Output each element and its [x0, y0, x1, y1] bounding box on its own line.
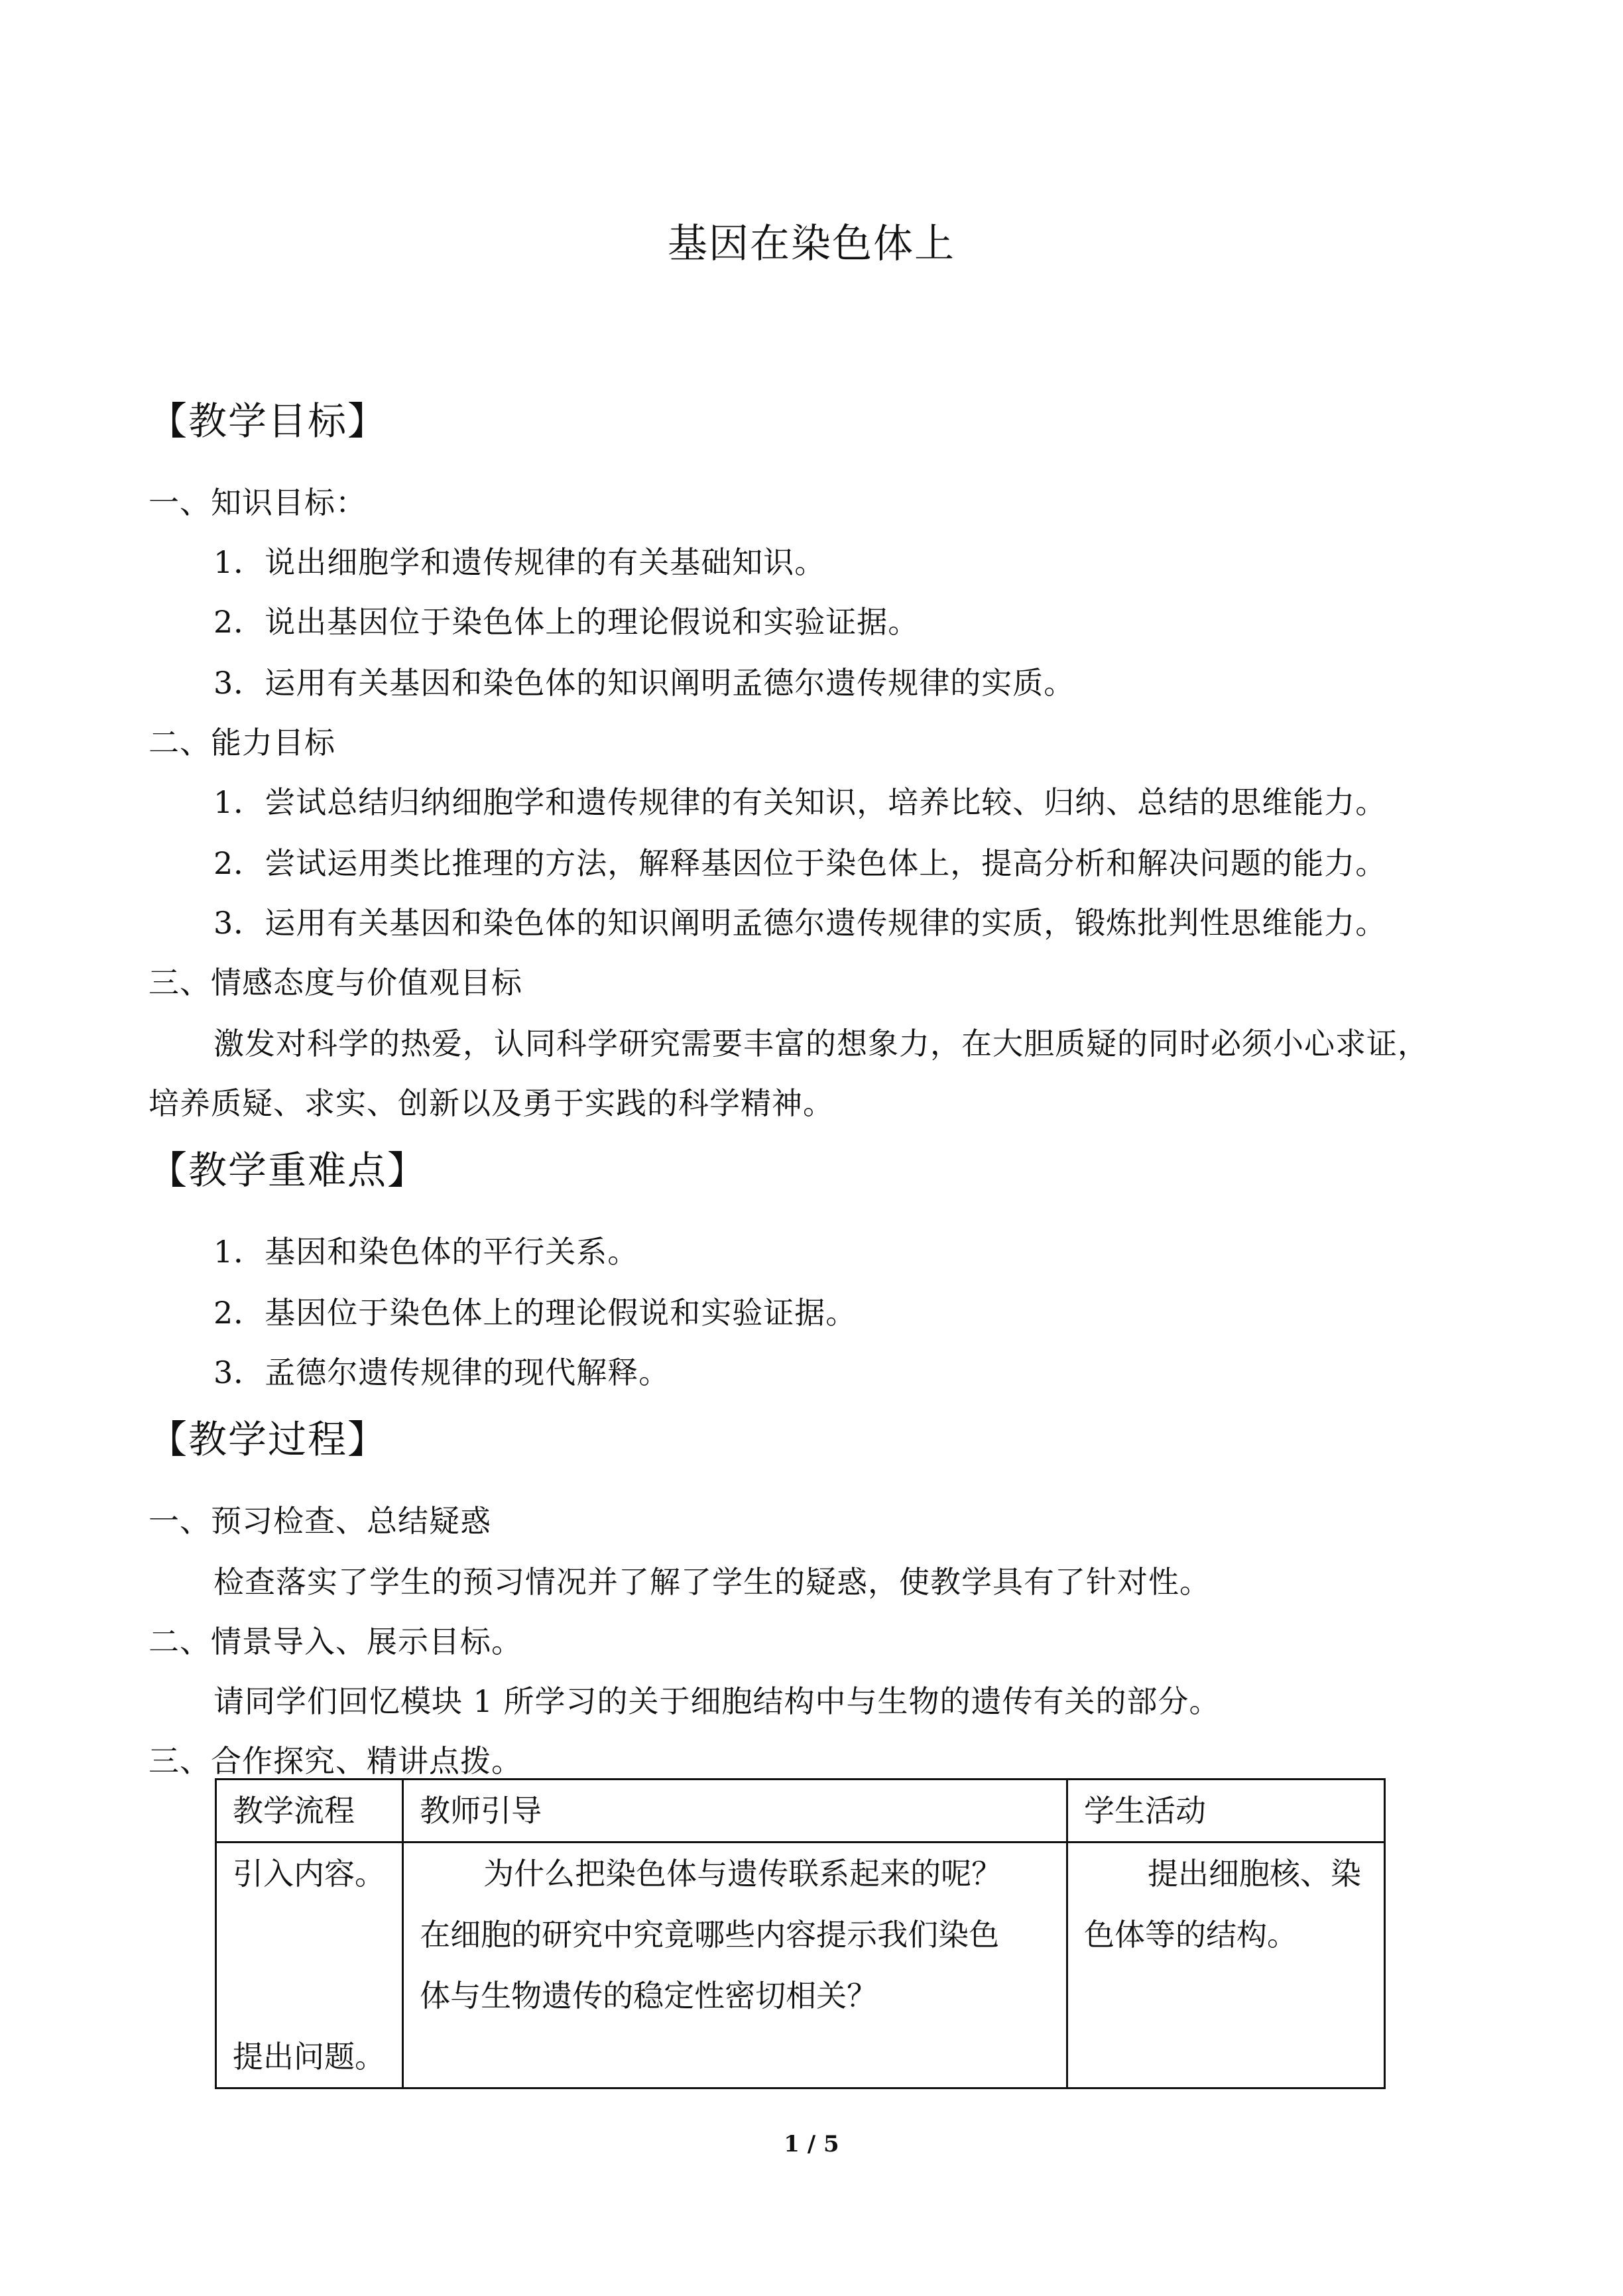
step1-heading: 一、预习检查、总结疑惑	[149, 1503, 491, 1539]
difficulty-item: 3．孟德尔遗传规律的现代解释。	[213, 1355, 670, 1390]
knowledge-item: 2．说出基因位于染色体上的理论假说和实验证据。	[213, 604, 920, 640]
table-header-row	[216, 1780, 1385, 1843]
section-objectives-heading: 【教学目标】	[149, 398, 388, 444]
step2-heading: 二、情景导入、展示目标。	[149, 1624, 522, 1660]
emotion-heading: 三、情感态度与价值观目标	[149, 965, 522, 1000]
flow-text: 提出问题。	[233, 2039, 385, 2075]
teacher-text: 在细胞的研究中究竟哪些内容提示我们染色	[420, 1917, 1000, 1953]
step2-text: 请同学们回忆模块 1 所学习的关于细胞结构中与生物的遗传有关的部分。	[213, 1683, 1221, 1719]
student-cell	[1067, 1843, 1384, 2088]
teacher-cell	[403, 1843, 1067, 2088]
knowledge-item: 3．运用有关基因和染色体的知识阐明孟德尔遗传规律的实质。	[213, 665, 1075, 701]
page-number: 1 / 5	[784, 2131, 839, 2157]
table-header-cell: 教学流程	[216, 1780, 403, 1843]
ability-heading: 二、能力目标	[149, 725, 335, 760]
student-line-wrap	[1084, 1843, 1368, 1904]
ability-item: 3．运用有关基因和染色体的知识阐明孟德尔遗传规律的实质，锻炼批判性思维能力。	[213, 905, 1387, 941]
table-row	[216, 1843, 1385, 2088]
ability-item: 1．尝试总结归纳细胞学和遗传规律的有关知识，培养比较、归纳、总结的思维能力。	[213, 784, 1387, 820]
section-process-heading: 【教学过程】	[149, 1417, 388, 1462]
document-title: 基因在染色体上	[668, 221, 955, 267]
emotion-text-line: 激发对科学的热爱，认同科学研究需要丰富的想象力，在大胆质疑的同时必须小心求证，	[213, 1026, 1429, 1061]
knowledge-heading: 一、知识目标：	[149, 485, 367, 520]
table-header-cell: 教师引导	[403, 1780, 1067, 1843]
teacher-text: 为什么把染色体与遗传联系起来的呢？	[483, 1856, 1002, 1892]
ability-item: 2．尝试运用类比推理的方法，解释基因位于染色体上，提高分析和解决问题的能力。	[213, 845, 1387, 881]
difficulty-item: 2．基因位于染色体上的理论假说和实验证据。	[213, 1295, 857, 1331]
emotion-text-line: 培养质疑、求实、创新以及勇于实践的科学精神。	[149, 1085, 834, 1121]
flow-text: 引入内容。	[233, 1856, 385, 1892]
student-text: 色体等的结构。	[1083, 1917, 1297, 1953]
flow-cell	[216, 1843, 403, 2088]
step1-text: 检查落实了学生的预习情况并了解了学生的疑惑，使教学具有了针对性。	[213, 1564, 1211, 1600]
teacher-line-wrap	[420, 1843, 1050, 1904]
section-key-points-heading: 【教学重难点】	[149, 1148, 428, 1193]
teacher-text: 体与生物遗传的稳定性密切相关？	[420, 1978, 878, 2014]
table-header-cell: 学生活动	[1067, 1780, 1384, 1843]
process-table	[215, 1778, 1386, 2089]
difficulty-item: 1．基因和染色体的平行关系。	[213, 1234, 639, 1270]
spacer	[233, 1904, 386, 1965]
knowledge-item: 1．说出细胞学和遗传规律的有关基础知识。	[213, 544, 826, 580]
student-text: 提出细胞核、染	[1147, 1856, 1361, 1892]
step3-heading: 三、合作探究、精讲点拨。	[149, 1743, 522, 1779]
spacer	[233, 1965, 386, 2026]
